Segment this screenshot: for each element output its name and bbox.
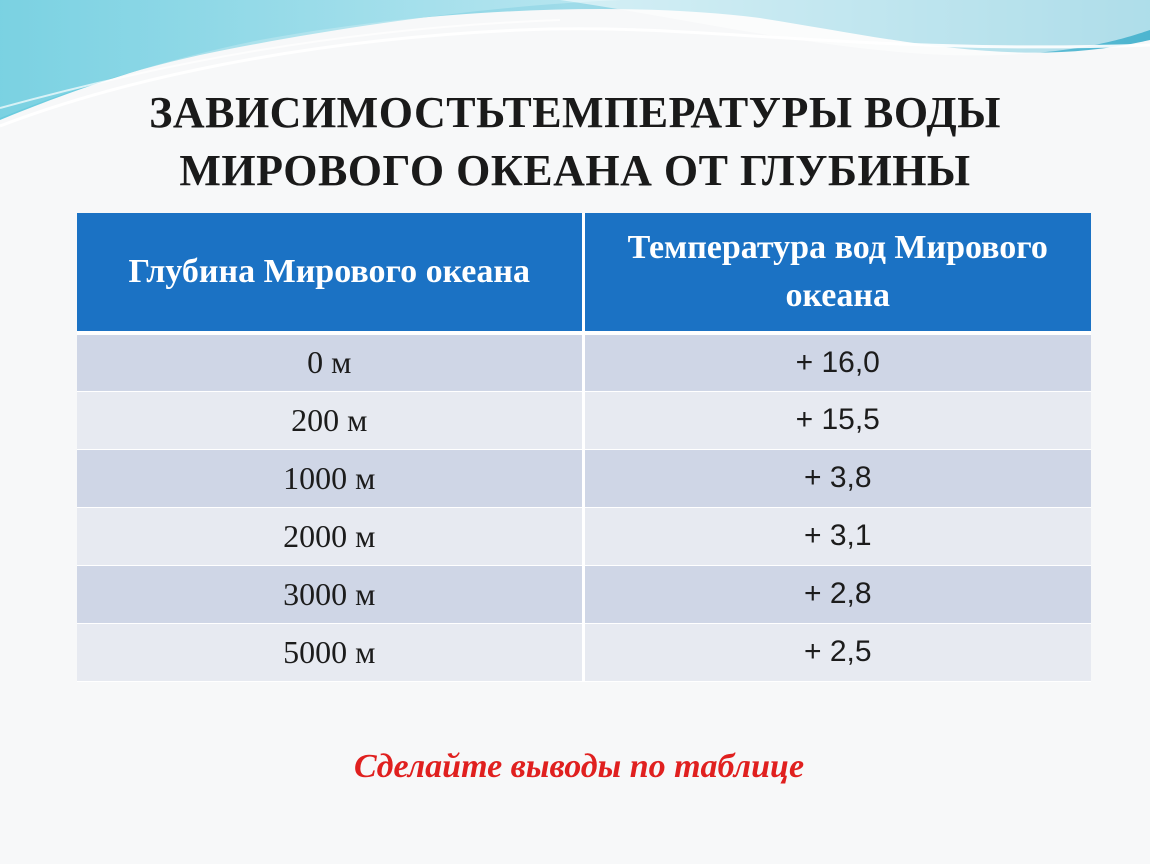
table-row [77,449,1091,507]
depth-cell: 0 м [77,333,583,391]
table-row [77,623,1091,681]
title-line-1: ЗАВИСИМОСТЬТЕМПЕРАТУРЫ ВОДЫ [149,88,1001,137]
temperature-cell: + 3,1 [583,507,1091,565]
temperature-cell: + 15,5 [583,391,1091,449]
temperature-cell: + 3,8 [583,449,1091,507]
depth-cell: 5000 м [77,623,583,681]
depth-cell: 200 м [77,391,583,449]
title-line-2: МИРОВОГО ОКЕАНА ОТ ГЛУБИНЫ [179,146,971,195]
table-header-row [77,213,1091,333]
header-depth: Глубина Мирового океана [77,213,583,333]
depth-cell: 3000 м [77,565,583,623]
table-row [77,507,1091,565]
temperature-cell: + 2,5 [583,623,1091,681]
depth-cell: 1000 м [77,449,583,507]
table-row [77,333,1091,391]
depth-temperature-table [77,213,1091,682]
temperature-cell: + 2,8 [583,565,1091,623]
header-temperature: Температура вод Мирового океана [583,213,1091,333]
depth-cell: 2000 м [77,507,583,565]
temperature-cell: + 16,0 [583,333,1091,391]
table-row [77,391,1091,449]
table-row [77,565,1091,623]
conclusion-text: Сделайте выводы по таблице [353,748,805,785]
slide-title [60,84,1090,200]
